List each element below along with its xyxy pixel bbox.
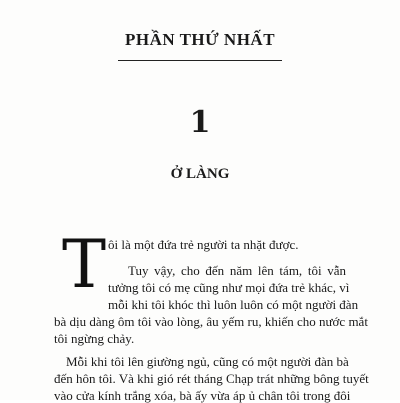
chapter-title: Ở LÀNG — [170, 166, 230, 182]
title-divider — [118, 60, 282, 61]
paragraph-line: ôi là một đứa trẻ người ta nhặt được. — [108, 237, 299, 252]
paragraph-line: vào cửa kính trắng xóa, bà ấy vừa áp ủ chân tôi trong đôi — [54, 388, 351, 403]
paragraph-line: Mỗi khi tôi lên giường ngủ, cũng có một người đàn bà — [66, 354, 349, 369]
paragraph-line: bà dịu dàng ôm tôi vào lòng, âu yếm ru, khiến cho nước mắt — [54, 314, 368, 329]
paragraph-line: đến hôn tôi. Và khi gió rét tháng Chạp trát những bông tuyết — [54, 371, 369, 386]
chapter-number: 1 — [189, 105, 211, 140]
drop-cap-letter: T — [62, 226, 107, 303]
paragraph-line: mỗi khi tôi khóc thì luôn luôn có một người đàn — [108, 297, 359, 312]
paragraph-line: tưởng tôi có mẹ cũng như mọi đứa trẻ khác, vì — [108, 280, 350, 295]
paragraph-line: tôi ngừng chảy. — [54, 331, 135, 346]
paragraph-line: Tuy vậy, cho đến năm lên tám, tôi vẫn — [128, 263, 346, 278]
part-title: PHẦN THỨ NHẤT — [124, 30, 276, 49]
